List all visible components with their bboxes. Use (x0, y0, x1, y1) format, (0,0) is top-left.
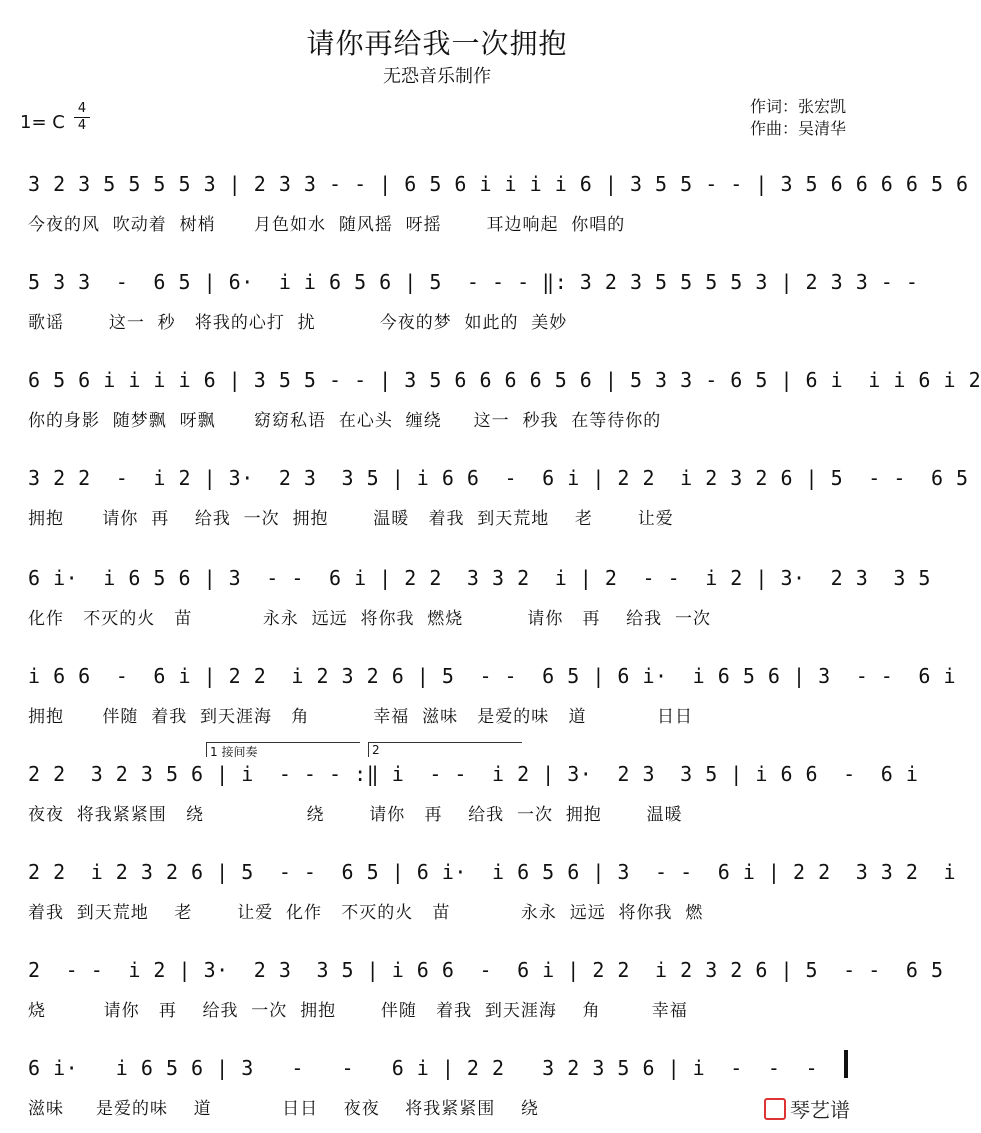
lyric-line: 着我 到天荒地 老 让爱 化作 不灭的火 苗 永永 远远 将你我 燃 (28, 903, 704, 923)
score-row-2 (0, 256, 919, 346)
notation-line: 3 2 3 5 5 5 5 3 | 2 3 3 - - | 6 5 6 i i i i 6 | 3 5 5 - - | 3 5 6 6 6 6 5 6 (28, 172, 969, 196)
notation-line: 5 3 3 - 6 5 | 6· i i 6 5 6 | 5 - - - ‖: 3 2 3 5 5 5 5 3 | 2 3 3 - - (28, 270, 919, 294)
lyric-line: 拥抱 伴随 着我 到天涯海 角 幸福 滋味 是爱的味 道 日日 (28, 707, 693, 727)
lyric-line: 烧 请你 再 给我 一次 拥抱 伴随 着我 到天涯海 角 幸福 (28, 1001, 688, 1021)
score-row-8 (0, 846, 957, 936)
score-row-4 (0, 452, 969, 542)
notation-line: i 6 6 - 6 i | 2 2 i 2 3 2 6 | 5 - - 6 5 | 6 i· i 6 5 6 | 3 - - 6 i (28, 664, 957, 688)
logo-text: 琴艺谱 (790, 1098, 850, 1122)
lyric-line: 夜夜 将我紧紧围 绕 绕 请你 再 给我 一次 拥抱 温暖 (28, 805, 683, 825)
composer-credit: 作曲：吴清华 (749, 119, 846, 138)
first-ending-bracket: 1 接间奏 (206, 742, 360, 757)
song-subtitle: 无恐音乐制作 (383, 66, 491, 87)
score-row-10 (0, 1042, 874, 1132)
time-signature-bottom: 4 (77, 118, 87, 133)
notation-line: 6 i· i 6 5 6 | 3 - - 6 i | 2 2 3 2 3 5 6 | i - - - (28, 1056, 819, 1080)
score-row-9 (0, 944, 944, 1034)
lyric-line: 你的身影 随梦飘 呀飘 窈窈私语 在心头 缠绕 这一 秒我 在等待你的 (28, 411, 662, 431)
lyric-line: 化作 不灭的火 苗 永永 远远 将你我 燃烧 请你 再 给我 一次 (28, 609, 711, 629)
notation-line: 6 i· i 6 5 6 | 3 - - 6 i | 2 2 3 3 2 i | 2 - - i 2 | 3· 2 3 3 5 (28, 566, 931, 590)
notation-line: 2 - - i 2 | 3· 2 3 3 5 | i 6 6 - 6 i | 2 2 i 2 3 2 6 | 5 - - 6 5 (28, 958, 944, 982)
lyricist-credit: 作词：张宏凯 (749, 97, 846, 116)
lyric-line: 今夜的风 吹动着 树梢 月色如水 随风摇 呀摇 耳边响起 你唱的 (28, 215, 626, 235)
logo-icon (764, 1098, 786, 1120)
score-row-6 (0, 650, 957, 740)
key-signature: 1= C (20, 112, 65, 133)
song-title: 请你再给我一次拥抱 (306, 27, 568, 60)
second-ending-bracket: 2 (368, 742, 522, 757)
time-signature-top: 4 (77, 101, 87, 116)
score-row-5 (0, 552, 931, 642)
score-row-7 (0, 743, 919, 838)
final-barline (844, 1050, 848, 1078)
notation-line: 3 2 2 - i 2 | 3· 2 3 3 5 | i 6 6 - 6 i | 2 2 i 2 3 2 6 | 5 - - 6 5 (28, 466, 969, 490)
lyric-line: 滋味 是爱的味 道 日日 夜夜 将我紧紧围 绕 (28, 1099, 539, 1119)
score-row-3 (0, 354, 981, 444)
score-row-1 (0, 158, 969, 248)
lyric-line: 拥抱 请你 再 给我 一次 拥抱 温暖 着我 到天荒地 老 让爱 (28, 509, 674, 529)
notation-line: 2 2 3 2 3 5 6 | i - - - :‖ i - - i 2 | 3· 2 3 3 5 | i 6 6 - 6 i (28, 762, 919, 786)
notation-line: 6 5 6 i i i i 6 | 3 5 5 - - | 3 5 6 6 6 6 5 6 | 5 3 3 - 6 5 | 6 i i i 6 i 2 (28, 368, 981, 392)
site-logo (764, 1094, 850, 1123)
notation-line: 2 2 i 2 3 2 6 | 5 - - 6 5 | 6 i· i 6 5 6 | 3 - - 6 i | 2 2 3 3 2 i (28, 860, 957, 884)
time-signature (74, 102, 90, 133)
lyric-line: 歌谣 这一 秒 将我的心打 扰 今夜的梦 如此的 美妙 (28, 313, 568, 333)
